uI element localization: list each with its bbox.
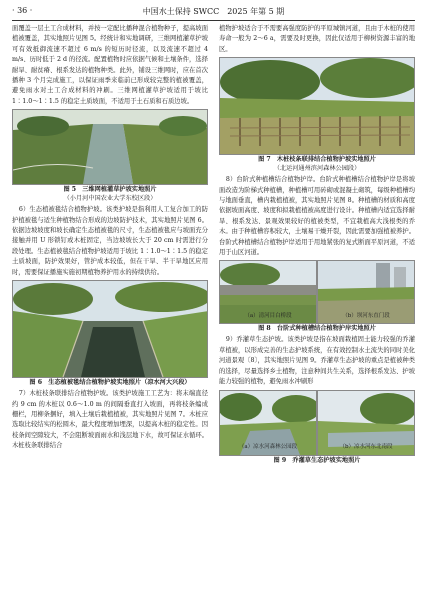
figure-6 <box>12 280 208 387</box>
figure-9b-photo <box>317 390 415 456</box>
figure-9-caption: 图 9 乔灌草生态护坡实地照片 <box>273 456 361 464</box>
paragraph: 植物护坡适合于不需要高强度防护的平原城镇河道，且由于木桩的使用寿命一般为 2～6 a，需要及时更换，因此仅适用于柳树资源丰富的地区。 <box>219 25 415 53</box>
paragraph: 7）木桩枝条联排结合植物护坡。该类护坡施工工艺为：将末端直径约 9 cm 的木桩以 0.6～1.0 m 的间隔垂直打入坡面，再将枝条编成栅栏，用柳条捆好，填入土壤后栽植植被，其实地照片见图 7。木桩应选取比较结实的松圆木，最大程度增加埋深，以提高木桩的稳定性。因枝条间空隙较大，不会阻断坡面雨水和浅层地下水，故可保证水循环。木桩枝条联排结合 <box>12 390 208 450</box>
figure-8a-photo <box>219 260 317 324</box>
figure-8a-label: （a）清河目白桥段 <box>244 313 292 320</box>
figure-8b-photo <box>317 260 415 324</box>
paragraph: 6）生态植被毯结合植物护坡。该类护坡是指利用人工复合加工的防护植被毯与适生种植物结合形成的边坡防护技术，其实地照片见图 6。依据边坡坡度和坡长确定生态植被毯的尺寸，生态植被毯应与坡面充分接触并用 U 形锁钉或木桩固定，当边坡坡长大于 20 cm 时需进行分段处理。生态植被毯结合植物护坡适用于坡比 1∶1.0～1∶1.5 的稳定土质坡面，防护效果好，管护成本较低，但在干旱、半干旱地区应用时，需要保证播施实施初期植物养护用水的持续供给。 <box>12 206 208 276</box>
figure-5-subcaption: （小月河中国农业大学东校区段） <box>63 195 157 203</box>
figure-7-photo <box>219 57 415 155</box>
figure-5-photo <box>12 109 208 185</box>
page-number: · 36 · <box>12 6 33 15</box>
figure-8 <box>219 260 415 333</box>
figure-9a-label: （a）凉水河森林公园段 <box>238 444 298 451</box>
page-header <box>12 6 415 20</box>
journal-title: 中国水土保持 SWCC 2025 年第 5 期 <box>142 7 285 16</box>
figure-8b-label: （b）坝河东直门段 <box>342 313 390 320</box>
paragraph: 8）台阶式种植槽结合植物护岸。台阶式种植槽结合植物护岸是将坡面改造为阶梯式种植槽，种植槽可用砖砌或混凝土砌筑，每级种植槽均与地面垂直，槽内栽植植被，其实地照片见图 8。种植槽的材质和高度依据坡面高度、坡度和拟栽植植被高度进行设计。种植槽内适宜选择耐旱、根系发达、景观效果较好的植被类型，不宜栽植高大浅根类的乔木。由于种植槽容积较大，土壤易干燥开裂，因此需要加强植被养护。台阶式种植槽结合植物护岸适用于用地紧张的复式断面平原河道，不适用于山区河道。 <box>219 176 415 257</box>
left-column <box>12 24 208 452</box>
figure-5-image <box>13 110 208 184</box>
figure-9b-label: （b）凉水河东北南段 <box>339 444 393 451</box>
figure-7 <box>219 57 415 173</box>
paragraph: 9）乔灌草生态护坡。该类护坡是指在坡面栽植固土能力较强的乔灌草植被，以形成完善的生态护坡系统，在有效控制水土流失的同时美化河道景观〔8〕，其实地照片见图 9。乔灌草生态护坡的重点是植被种类的选择，尽量选择乡土植物，注意种间共生关系，选择根系发达、护坡能力较强的植物，避免雨水冲刷形 <box>219 336 415 386</box>
header-divider <box>12 20 415 21</box>
figure-9a-photo <box>219 390 317 456</box>
figure-6-caption: 图 6 生态植被毯结合植物护坡实地照片（凉水河大兴段） <box>29 379 191 387</box>
figure-5-caption: 图 5 三维网植灌草护坡实地照片 <box>63 186 157 194</box>
figure-5 <box>12 109 208 203</box>
figure-7-caption: 图 7 木桩枝条联排结合植物护坡实地照片 <box>258 156 376 164</box>
paragraph: 面覆盖一层土工合成材料，并按一定配比播种混合植物种子，提高坡面植被覆盖，其实地照片见图 5。经统计和实地调研，三维网植灌草护坡可有效抵御流速不超过 6 m/s 的短历时径流，以及流速不超过 4 m/s、历时低于 2 d 的径流。配置植物时应依据气候和土壤条件，选择耐旱、耐贫瘠、根系发达的植物种类。此外，铺设三维网时，应在首次播种 3 个月完成施工，以保证雨季来临前已形成较完整的植被覆盖，避免雨水对土工合成材料的冲刷。三维网植灌草护坡适用于坡比 1∶1.0～1∶1.5 的稳定土质坡面，不适用于土石质和石质边坡。 <box>12 25 208 105</box>
right-column <box>219 24 415 467</box>
figure-8-caption: 图 8 台阶式种植槽结合植物护岸实地照片 <box>258 325 376 333</box>
figure-7-image <box>220 58 415 154</box>
figure-9 <box>219 390 415 465</box>
figure-6-image <box>13 281 208 377</box>
figure-7-subcaption: （北运河通州滨河森林公园段） <box>273 165 361 173</box>
figure-6-photo <box>12 280 208 378</box>
